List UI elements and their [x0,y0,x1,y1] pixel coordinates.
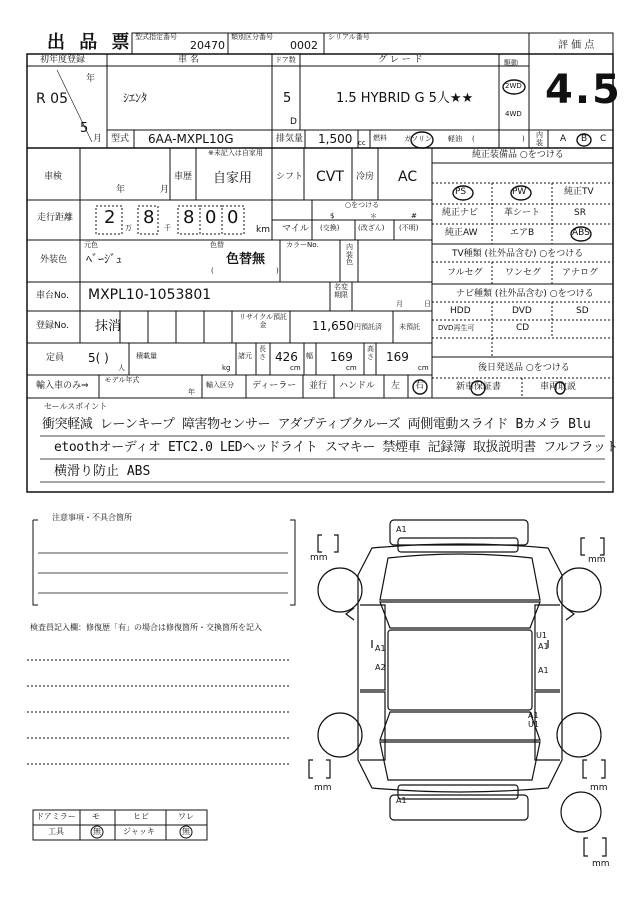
mileage-d4: 0 [205,207,217,228]
model-approval-label: 型式指定番号 [135,33,177,41]
drive-4wd: 4WD [505,110,522,118]
doors-label: ドア数 [275,56,296,64]
interior-a: A [560,134,567,144]
drive-2wd: 2WD [505,82,522,90]
name-change-month: 月 [396,300,403,308]
displacement-value: 1,500 [318,132,353,146]
diagram-mm-5: mm [592,859,610,869]
name-change-label: 名変期限 [334,283,348,299]
name-change-day: 日 [424,300,431,308]
paren-open: ( [472,135,475,143]
sales-line-2: etoothオーディオ ETC2.0 LEDヘッドライト スマキー 禁煙車 記録簿 取扱説明書 フルフラット [54,440,619,455]
diagram-mm-2: mm [588,555,606,565]
sales-line-1: 衝突軽減 レーンキープ 障害物センサー アダプティブクルーズ 両側電動スライド Bカメラ Blu [42,417,591,432]
diagram-mm-4: mm [590,783,608,793]
equip-pw: PW [512,187,527,197]
import-class-label: 輸入区分 [206,381,234,389]
capacity-label: 定員 [46,353,65,363]
interior-label: 内装 [536,131,543,147]
equip-genuine-navi: 純正ナビ [442,208,479,218]
crack-label: ヒビ [133,812,149,821]
orig-color: ﾍﾞｰｼﾞｭ [86,252,123,266]
recycle-label: リサイクル預託金 [238,313,288,329]
registration-value: 抹消 [95,319,122,334]
import-dealer: ディーラー [252,381,297,391]
page-title: 出 品 票 [47,32,134,53]
width-value: 169 [330,350,353,364]
mark-front-bumper: A1 [396,525,407,534]
load-kg: kg [222,364,231,372]
delivery-warranty: 新車保証書 [456,382,502,392]
tv-fullseg: フルセグ [447,268,483,278]
mileage-d5: 0 [227,207,239,228]
mileage-circle-note: ○をつける [345,201,380,209]
mark-left-rear-door: A2 [375,663,386,672]
repaint-value: 色替無 [226,252,266,267]
drive-label: 駆動 [504,59,518,67]
height-cm: cm [418,364,429,372]
height-label: 高さ [367,345,374,361]
door-type: D [290,117,297,127]
paren-close: ) [522,135,525,143]
mileage-altered-sym: ＊ [370,212,377,220]
shift-label: シフト [276,172,304,182]
orig-color-label: 元色 [84,241,98,249]
navi-sd: SD [576,306,589,316]
jack-label: ジャッキ [123,827,155,836]
import-left: 左 [391,381,401,391]
load-label: 積載量 [136,352,157,360]
mark-right-quarter-a1: A1 [528,711,539,720]
grade-label: グ レ ー ド [378,55,423,65]
height-value: 169 [386,350,409,364]
mark-right-front-u1: U1 [536,631,547,640]
inspection-year: 年 [116,185,126,195]
repaint-paren-close: ) [276,267,279,275]
tv-oneseg: ワンセグ [505,268,542,278]
car-diagram [309,520,606,856]
import-handle: ハンドル [339,381,376,391]
width-label: 幅 [306,352,313,360]
first-reg-month: 5 [80,121,89,136]
score-label: 評 価 点 [558,40,595,51]
first-reg-label: 初年度登録 [40,55,86,65]
month-unit: 月 [93,134,103,144]
ac-label: 冷房 [356,172,375,182]
width-cm: cm [346,364,357,372]
diagram-mm-3: mm [314,783,332,793]
mileage-unknown-sym: # [411,212,417,220]
capacity-value: 5( ) [88,351,109,365]
media-cd: CD [516,323,530,333]
tv-analog: アナログ [562,268,599,278]
mileage-exchange: (交換) [320,224,340,232]
score-value: 4.5 [545,67,622,113]
break-label: ワレ [178,812,194,821]
color-no-label: カラーNo. [286,241,319,249]
tools-label: 工具 [48,827,64,836]
notes-label: 注意事項・不具合箇所 [52,513,132,522]
capacity-person: 人 [118,364,125,372]
equip-ps: PS [455,187,467,197]
mark-right-quarter-u1: U1 [528,720,539,729]
sales-line-3: 横滑り防止 ABS [54,464,151,479]
delivery-title: 後日発送品 ○をつける [478,363,570,373]
recycle-unit: 円預託済 [354,323,382,331]
repaint-label: 色替 [210,241,224,249]
equip-genuine-aw: 純正AW [445,228,478,238]
mark-left-front-door: A1 [375,644,386,653]
diagram-mm-1: mm [310,553,328,563]
mileage-unknown: (不明) [399,224,419,232]
import-label: 輸入車のみ⇒ [36,381,89,391]
doors-value: 5 [283,91,292,106]
model-year-label: モデル年式 [104,376,140,384]
color-label: 外装色 [40,255,68,265]
interior-color-label: 内装色 [346,243,353,267]
len-value: 426 [275,350,298,364]
model-code: 6AA-MXPL10G [148,132,234,146]
mileage-altered: (改ざん) [358,224,385,232]
mileage-sen: 千 [164,224,171,232]
tv-title: TV種類 (社外品含む) ○をつける [452,249,584,259]
inspector-label: 検査員記入欄：修復歴「有」の場合は修復箇所・交換箇所を記入 [30,623,262,632]
equip-sr: SR [574,208,586,218]
grade-value: 1.5 HYBRID G 5人★★ [336,91,474,106]
interior-c: C [600,134,607,144]
chassis-value: MXPL10-1053801 [88,287,212,303]
category-no: 0002 [290,39,318,52]
mileage-man: 万 [125,224,132,232]
import-parallel: 並行 [309,381,328,391]
mileage-exchange-sym: $ [330,212,335,220]
len-label: 長さ [259,345,266,361]
equip-abs: ABS [572,228,590,238]
model-code-label: 型式 [111,134,130,144]
serial-label: シリアル番号 [328,33,370,41]
category-label: 類別区分番号 [231,33,273,41]
ac-value: AC [398,169,418,185]
navi-hdd: HDD [450,306,471,316]
model-approval-no: 20470 [190,39,225,52]
mileage-km: km [256,225,270,235]
interior-b: B [581,134,588,144]
jack-value: 無 [182,827,190,836]
car-name: ｼｴﾝﾀ [123,91,148,105]
registration-label: 登録No. [36,321,69,331]
media-dvd-play: DVD再生可 [438,324,475,332]
shift-value: CVT [316,169,344,185]
fuel-gasoline: ガソリン [404,135,432,143]
repaint-paren-open: ( [211,267,214,275]
tools-value: 無 [93,827,101,836]
len-cm: cm [290,364,301,372]
year-unit: 年 [86,74,96,84]
first-reg-era: R 05 [36,91,68,107]
mirror-value: モ [92,812,100,821]
inspection-month: 月 [160,185,170,195]
not-deposited: 未預託 [399,323,420,331]
cc-unit: cc [358,139,366,147]
fuel-light-oil: 軽油 [448,135,462,143]
recycle-value: 11,650 [312,319,354,333]
equip-airbag: エアB [510,228,535,238]
displacement-label: 排気量 [276,134,304,144]
equip-genuine-tv: 純正TV [564,187,594,197]
mileage-d2: 8 [143,207,155,228]
mileage-d3: 8 [183,207,195,228]
inspection-label: 車検 [44,172,63,182]
mileage-mile: マイル [282,224,309,234]
navi-dvd: DVD [512,306,532,316]
import-year: 年 [188,388,195,396]
car-name-label: 車 名 [178,55,199,65]
history-label: 車歴 [174,172,193,182]
mileage-label: 走行距離 [37,213,74,223]
mileage-d1: 2 [104,207,116,228]
navi-title: ナビ種類 (社外品含む) ○をつける [456,289,594,299]
history-value: 自家用 [213,171,253,186]
mark-rear-bumper: A1 [396,796,407,805]
import-right: 右 [415,381,425,391]
dims-label: 諸元 [238,352,252,360]
equip-leather: 革シート [504,208,541,218]
mark-right-rear-a1: A1 [538,666,549,675]
fuel-label: 燃料 [373,134,387,142]
history-note: ※未記入は自家用 [208,149,263,157]
mirror-label: ドアミラー [36,812,76,821]
chassis-label: 車台No. [36,291,69,301]
genuine-label: 純正装備品 ○をつける [472,150,564,160]
delivery-manual: 車両取説 [540,382,577,392]
sales-label: セールスポイント [44,402,108,411]
mark-right-front-a1: A1 [538,642,549,651]
